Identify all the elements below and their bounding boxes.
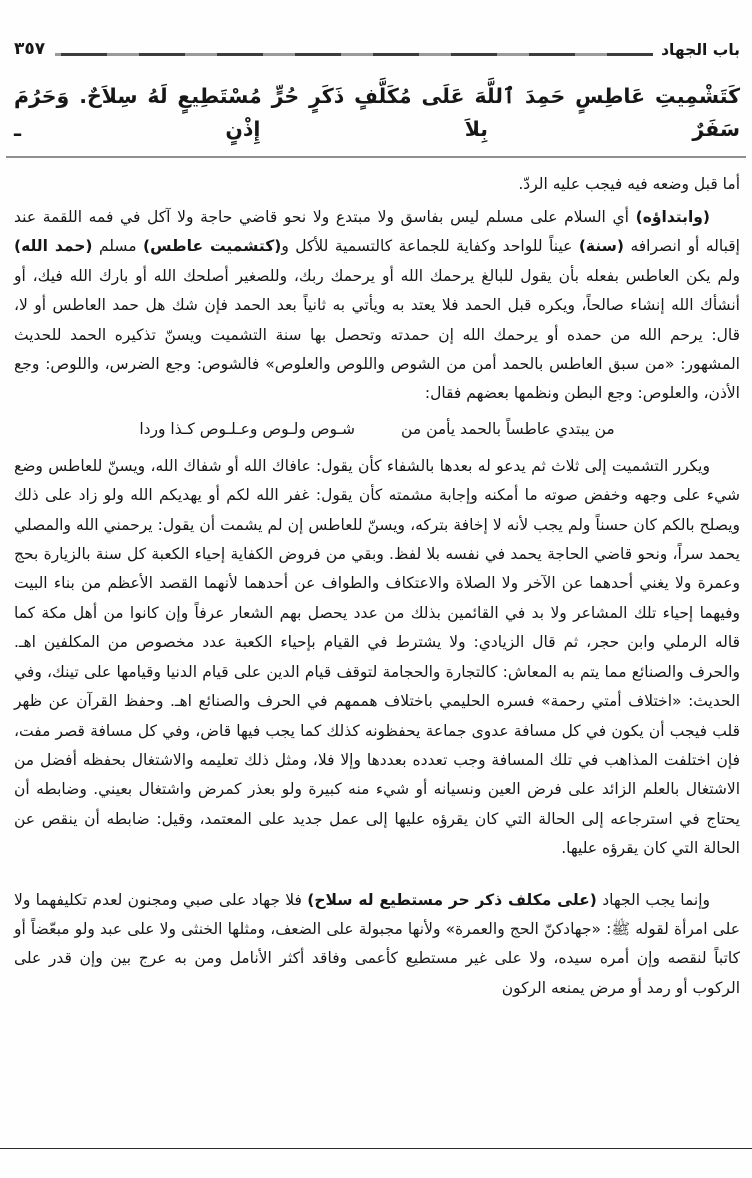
matn-text: كَتَشْمِيتِ عَاطِسٍ حَمِدَ ٱللَّهَ عَلَى مُكَلَّفٍ ذَكَرٍ حُرٍّ مُسْتَطِيعٍ لَهُ سِلاَحٌ. وَحَرُمَ سَفَرٌ بِلاَ إِذْنٍ ـ: [14, 84, 740, 141]
matn-quote-segment: (كتشميت عاطس): [143, 237, 282, 256]
commentary-paragraph: [14, 203, 740, 409]
matn-quote-segment: (وابتداؤه): [635, 208, 710, 226]
commentary-segment: عيناً للواحد وكفاية للجماعة كالتسمية للأكل و: [281, 237, 579, 256]
matn-quote-segment: (سنة): [578, 237, 624, 256]
commentary-segment: وإنما يجب الجهاد: [596, 890, 711, 909]
commentary-body: [14, 170, 740, 1004]
commentary-segment: مسلم: [92, 237, 144, 256]
commentary-segment: أي السلام على مسلم ليس بفاسق ولا مبتدع ولا نحو قاضي حاجة ولا آكل في فمه اللقمة عند إقباله أو انصرافه: [14, 208, 740, 256]
verse-hemistich-left: شـوص ولـوص وعـلـوص كـذا وردا: [139, 419, 356, 438]
commentary-segment: فلا جهاد على صبي ومجنون لعدم تكليفهما ولا على امرأة لقوله ﷺ: «جهادكنّ الحج والعمرة» ولأنها مجبولة على الضعف، ومثلها الخنثى ولا على عبد ولو مبعّضاً أو كاتباً لنقصه وإن أمره سيده، ولا على غير مستطيع كأعمى وفاقد أكثر الأنامل ومن به عرج بين وإن قدر على الركوب أو رمد أو مرض يمنعه الركون: [14, 890, 740, 997]
commentary-segment: أما قبل وضعه فيه فيجب عليه الردّ.: [518, 174, 740, 193]
commentary-paragraph: [14, 452, 740, 864]
commentary-paragraph: [14, 886, 740, 1004]
matn-quote-segment: (حمد الله): [14, 237, 93, 256]
running-head: [0, 0, 752, 58]
matn-quote-segment: (على مكلف ذكر حر مستطيع له سلاح): [307, 890, 597, 909]
chapter-title: باب الجهاد: [661, 40, 740, 59]
matn-separator-rule: [6, 156, 746, 158]
footer-rule: [0, 1148, 752, 1149]
verse-hemistich-right: من يبتدي عاطساً بالحمد يأمن من: [401, 419, 615, 438]
header-rule: [55, 53, 653, 56]
commentary-segment: ولم يكن العاطس بفعله بأن يقول للبالغ يرحمك الله أو يرحمك ربك، وللصغير أصلحك الله أو بارك الله فيك، أو أنشأك الله إنشاء صالحاً، ويكره قبل الحمد فلا يعتد به ويأتي به ثانياً بعد الحمد فإن شك هل حمد العاطس أو لا، قال: يرحم الله من حمده أو يرحمك الله إن حمدته وتحصل بها سنة التشميت ويسنّ تذكيره الحمد للحديث المشهور: «من سبق العاطس بالحمد أمن من الشوص واللوص والعلوص» فالشوص: وجع الضرس، واللوص: وجع الأذن، والعلوص: وجع البطن ونظمها بعضهم فقال:: [14, 266, 740, 403]
verse-line: [14, 415, 740, 444]
page-number: ٣٥٧: [14, 39, 46, 59]
commentary-paragraph: [14, 170, 740, 199]
commentary-segment: ويكرر التشميت إلى ثلاث ثم يدعو له بعدها بالشفاء كأن يقول: عافاك الله أو شفاك الله، ويسنّ للعاطس وضع شيء على وجهه وخفض صوته ما أمكنه وإجابة مشمته كأن يقول: غفر الله لكم أو يهديكم الله ولو زاد على ذلك ويصلح بالكم كان حسناً ولم يجب لأنه لا إخافة بتركه، ويسنّ للعاطس إن لم يشمت أن يقول: يرحمني الله والمصلي يحمد سراً، ونحو قاضي الحاجة يحمد في نفسه بلا لفظ. وبقي من فروض الكفاية إحياء الكعبة كل سنة بالزيارة بحج وعمرة ولا يغني أحدهما عن الآخر ولا الصلاة والاعتكاف والطواف عن أحدهما لأنهما القصد الأعظم من بناء البيت وفيهما إحياء تلك المشاعر ولا بد في القائمين بذلك من عدد يحصل بهم الشعار عرفاً وإن كانوا من أهل مكة كما قاله الرملي وابن حجر، ثم قال الزيادي: ولا يشترط في القيام بإحياء الكعبة عدد مخصوص من المكلفين اهـ. والحرف والصنائع مما يتم به المعاش: كالتجارة والحجامة لتوقف قيام الدين على قيام الدنيا وقيامها على تينك، وفي الحديث: «اختلاف أمتي رحمة» فسره الحليمي باختلاف هممهم في الحرف والصنائع اهـ. وحفظ القرآن عن ظهر قلب فيجب أن يكون في كل مسافة عدوى جماعة يحفظونه كذلك كما يجب فيها قاض، وفي كل مسافة قصر مفت، فإن اختلفت المذاهب في تلك المسافة وجب تعدده بعددها وإلا فلا، ومثل ذلك تعليمه والاشتغال بحفظه أفضل من الاشتغال بالعلم الزائد على فرض العين ونسيانه أو شيء منه كبيرة ولو بعذر كمرض واشتغال بعيني. وضابطه أن يحتاج في استرجاعه إلى الحالة التي كان يقرؤه عليها إلى عمل جديد على المعتمد، وقيل: ضابطه أن ينقص عن الحالة التي كان يقرؤه عليها.: [14, 456, 740, 858]
